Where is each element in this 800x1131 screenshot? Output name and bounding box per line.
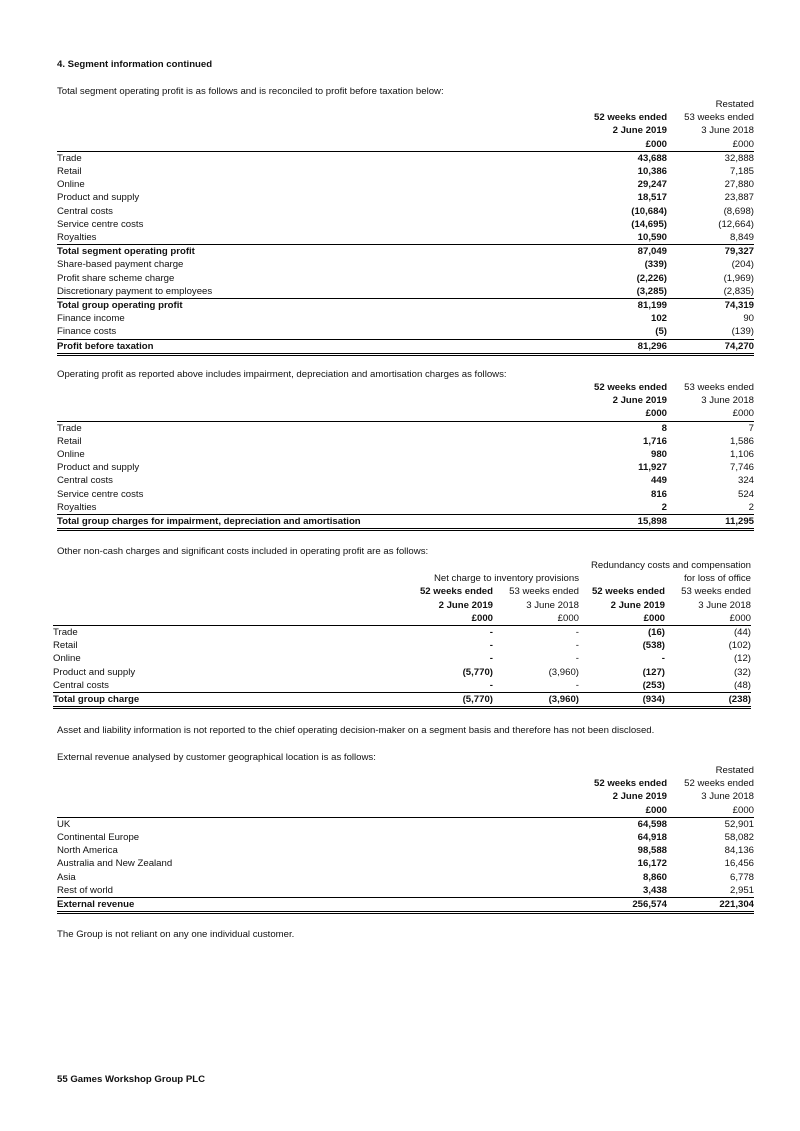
table-row [53, 679, 751, 693]
table-row [57, 474, 754, 487]
redundancy-2018: (102) [728, 640, 751, 652]
value-2018: (12,664) [718, 218, 754, 230]
table-row [57, 151, 754, 165]
table-row [57, 312, 754, 325]
value-2019: 18,517 [637, 192, 667, 204]
table-row [57, 218, 754, 231]
row-label: Profit before taxation [57, 339, 594, 354]
row-label: Central costs [57, 475, 113, 487]
redundancy-2018: (238) [665, 693, 751, 708]
value-2018: 27,880 [724, 179, 754, 191]
row-label: Asia [57, 871, 76, 883]
table-row [57, 857, 754, 870]
value-2018: 84,136 [724, 845, 754, 857]
table-row [57, 325, 754, 339]
row-label: Discretionary payment to employees [57, 285, 594, 299]
table-row [57, 435, 754, 448]
table-row [53, 639, 751, 652]
col-header: 2 June 2019 [612, 395, 667, 407]
table-row [57, 515, 754, 530]
value-2018: 324 [737, 475, 754, 487]
row-label: Retail [53, 640, 78, 652]
value-2019: 11,927 [638, 462, 667, 474]
value-2019: 256,574 [594, 898, 667, 913]
value-2018: (204) [731, 259, 754, 271]
col-header: 53 weeks ended [684, 112, 754, 124]
inventory-2019: - [489, 627, 493, 639]
col-header: 2 June 2019 [612, 791, 667, 803]
value-2018: 52,901 [724, 818, 754, 830]
row-label: Central costs [53, 679, 405, 693]
col-header [594, 764, 667, 777]
value-2018: 2,951 [667, 884, 754, 898]
col-header: Restated [715, 765, 754, 776]
col-header: £000 [405, 612, 493, 626]
table-row [57, 817, 754, 831]
section1-intro: Total segment operating profit is as follows and is reconciled to profit before taxation below: [57, 86, 444, 97]
col-header: £000 [594, 138, 667, 152]
value-2018: 32,888 [724, 152, 754, 164]
col-header: £000 [667, 407, 754, 421]
table-row [57, 461, 754, 474]
value-2019: 29,247 [637, 179, 667, 191]
col-header: £000 [594, 407, 667, 421]
row-label: Service centre costs [57, 218, 144, 230]
table-row [53, 693, 751, 708]
row-label: Service centre costs [57, 488, 144, 500]
value-2018: 7 [748, 422, 754, 434]
value-2019: (339) [644, 259, 667, 271]
value-2019: 3,438 [594, 884, 667, 898]
redundancy-2019: (253) [579, 679, 665, 693]
col-header: 52 weeks ended [684, 778, 754, 790]
col-header: £000 [594, 804, 667, 818]
value-2018: 7,185 [729, 166, 754, 178]
redundancy-2018: (44) [733, 627, 751, 639]
inventory-2018: - [575, 627, 579, 639]
row-label: Finance income [57, 313, 125, 325]
inventory-2018: - [575, 640, 579, 652]
value-2018: (2,835) [667, 285, 754, 299]
row-label: Continental Europe [57, 832, 140, 844]
value-2019: 15,898 [594, 515, 667, 530]
col-header: £000 [665, 612, 751, 626]
value-2018: 58,082 [724, 832, 754, 844]
group1-title: Net charge to inventory provisions [433, 573, 579, 585]
col-header: 53 weeks ended [684, 382, 754, 393]
value-2019: 8 [661, 422, 667, 434]
redundancy-2018: (12) [733, 653, 751, 665]
col-header: £000 [667, 804, 754, 818]
table-row [57, 339, 754, 354]
value-2019: 2 [594, 501, 667, 515]
table-row [57, 448, 754, 461]
non-cash-table [53, 559, 751, 709]
segment-profit-table [57, 98, 754, 356]
value-2019: 81,296 [594, 339, 667, 354]
row-label: Trade [57, 422, 82, 434]
customer-note: The Group is not reliant on any one individual customer. [57, 929, 295, 940]
row-label: Central costs [57, 205, 113, 217]
value-2018: 8,849 [667, 231, 754, 245]
row-label: Total group charge [53, 693, 405, 708]
value-2018: 6,778 [729, 871, 754, 883]
row-label: Online [57, 449, 85, 461]
row-label: Retail [57, 435, 82, 447]
col-header: 52 weeks ended [419, 586, 493, 598]
external-revenue-table [57, 764, 754, 914]
value-2019: (2,226) [636, 272, 667, 284]
value-2018: 23,887 [724, 192, 754, 204]
row-label: Product and supply [57, 192, 140, 204]
value-2018: 7,746 [729, 462, 754, 474]
col-header: 52 weeks ended [594, 112, 668, 124]
value-2018: 1,586 [729, 435, 754, 447]
table-row [57, 245, 754, 259]
col-header: 3 June 2018 [701, 791, 754, 803]
value-2018: 1,106 [729, 449, 754, 461]
row-label: Finance costs [57, 325, 594, 339]
value-2018: 90 [743, 313, 754, 325]
col-header: 2 June 2019 [612, 125, 667, 137]
table-row [57, 871, 754, 884]
value-2019: 10,386 [637, 166, 667, 178]
section4-intro: External revenue analysed by customer geographical location is as follows: [57, 752, 376, 763]
row-label: UK [57, 818, 71, 830]
col-header: £000 [579, 612, 665, 626]
col-header: 2 June 2019 [610, 599, 665, 611]
value-2018: 221,304 [667, 898, 754, 913]
value-2019: 64,598 [637, 818, 667, 830]
value-2019: 449 [650, 475, 667, 487]
col-header: 52 weeks ended [591, 586, 665, 598]
table-row [57, 884, 754, 898]
row-label: Royalties [57, 501, 594, 515]
row-label: Share-based payment charge [57, 259, 184, 271]
col-header [594, 98, 667, 111]
row-label: Total group charges for impairment, depreciation and amortisation [57, 515, 594, 530]
value-2018: 524 [737, 488, 754, 500]
value-2019: 98,588 [637, 845, 667, 857]
value-2019: (5) [594, 325, 667, 339]
value-2018: 74,270 [667, 339, 754, 354]
row-label: Total group operating profit [57, 300, 183, 312]
table-row [57, 178, 754, 191]
redundancy-2019: (16) [647, 627, 665, 639]
value-2019: 16,172 [637, 858, 667, 870]
row-label: External revenue [57, 898, 594, 913]
section-heading: 4. Segment information continued [57, 59, 213, 70]
table-row [57, 258, 754, 271]
row-label: Trade [53, 627, 78, 639]
value-2019: (3,285) [594, 285, 667, 299]
value-2019: (10,684) [631, 205, 667, 217]
table-row [57, 231, 754, 245]
value-2019: 10,590 [594, 231, 667, 245]
table-row [57, 272, 754, 285]
page-footer: 55 Games Workshop Group PLC [57, 1074, 206, 1085]
redundancy-2019: - [661, 653, 665, 665]
row-label: Total segment operating profit [57, 246, 195, 258]
redundancy-2018: (48) [665, 679, 751, 693]
inventory-2019: (5,770) [462, 666, 493, 678]
value-2018: 74,319 [724, 300, 754, 312]
redundancy-2018: (32) [733, 666, 751, 678]
col-header: 52 weeks ended [594, 382, 668, 393]
table-row [57, 488, 754, 501]
inventory-2018: - [493, 679, 579, 693]
row-label: Australia and New Zealand [57, 858, 173, 870]
table-row [57, 501, 754, 515]
row-label: Retail [57, 166, 82, 178]
group2-title-line2: for loss of office [683, 573, 751, 585]
section3-intro: Other non-cash charges and significant costs included in operating profit are as follows: [57, 546, 429, 557]
value-2018: 2 [667, 501, 754, 515]
value-2018: (8,698) [723, 205, 754, 217]
table-row [53, 626, 751, 640]
value-2019: 81,199 [637, 300, 667, 312]
inventory-2019: - [489, 653, 493, 665]
value-2019: 64,918 [637, 832, 667, 844]
table-row [57, 205, 754, 218]
row-label: Profit share scheme charge [57, 272, 175, 284]
asset-note: Asset and liability information is not reported to the chief operating decision-maker on a segment basis and therefore has not been disclosed. [57, 725, 655, 736]
value-2019: 87,049 [637, 246, 667, 258]
table-row [57, 285, 754, 299]
col-header: 3 June 2018 [698, 599, 751, 611]
col-header: 3 June 2018 [526, 599, 579, 611]
row-label: Online [57, 179, 85, 191]
value-2019: 8,860 [642, 871, 667, 883]
section2-intro: Operating profit as reported above includes impairment, depreciation and amortisation charges as follows: [57, 369, 507, 380]
row-label: Product and supply [57, 462, 140, 474]
col-header: £000 [493, 612, 579, 626]
value-2018: 11,295 [667, 515, 754, 530]
row-label: Rest of world [57, 884, 594, 898]
row-label: North America [57, 845, 118, 857]
value-2019: 980 [650, 449, 667, 461]
inventory-2018: - [575, 653, 579, 665]
table-row [57, 421, 754, 435]
value-2019: 1,716 [642, 435, 667, 447]
value-2019: (14,695) [631, 218, 667, 230]
value-2018: (1,969) [723, 272, 754, 284]
row-label: Product and supply [53, 666, 136, 678]
table-row [57, 844, 754, 857]
inventory-2019: (5,770) [405, 693, 493, 708]
value-2018: (139) [667, 325, 754, 339]
col-header: 53 weeks ended [509, 586, 579, 598]
table-row [57, 191, 754, 204]
col-header: 3 June 2018 [701, 395, 754, 407]
table-row [57, 299, 754, 313]
col-header: £000 [667, 138, 754, 152]
table-row [57, 165, 754, 178]
col-header: Restated [715, 99, 754, 110]
inventory-2018: (3,960) [493, 693, 579, 708]
col-header: 52 weeks ended [594, 778, 668, 790]
row-label: Online [53, 653, 81, 665]
redundancy-2019: (127) [642, 666, 665, 678]
row-label: Royalties [57, 231, 594, 245]
redundancy-2019: (538) [642, 640, 665, 652]
value-2018: 79,327 [724, 246, 754, 258]
table-row [53, 666, 751, 679]
inventory-2019: - [405, 679, 493, 693]
value-2019: 43,688 [637, 152, 667, 164]
col-header: 2 June 2019 [438, 599, 493, 611]
group2-title: Redundancy costs and compensation [591, 560, 751, 571]
table-row [57, 898, 754, 913]
value-2018: 16,456 [724, 858, 754, 870]
value-2019: 102 [650, 313, 667, 325]
redundancy-2019: (934) [579, 693, 665, 708]
inventory-2019: - [489, 640, 493, 652]
table-row [53, 652, 751, 665]
table-row [57, 831, 754, 844]
row-label: Trade [57, 152, 82, 164]
col-header: 3 June 2018 [701, 125, 754, 137]
impairment-table [57, 381, 754, 531]
value-2019: 816 [650, 488, 667, 500]
col-header: 53 weeks ended [681, 586, 751, 598]
inventory-2018: (3,960) [548, 666, 579, 678]
